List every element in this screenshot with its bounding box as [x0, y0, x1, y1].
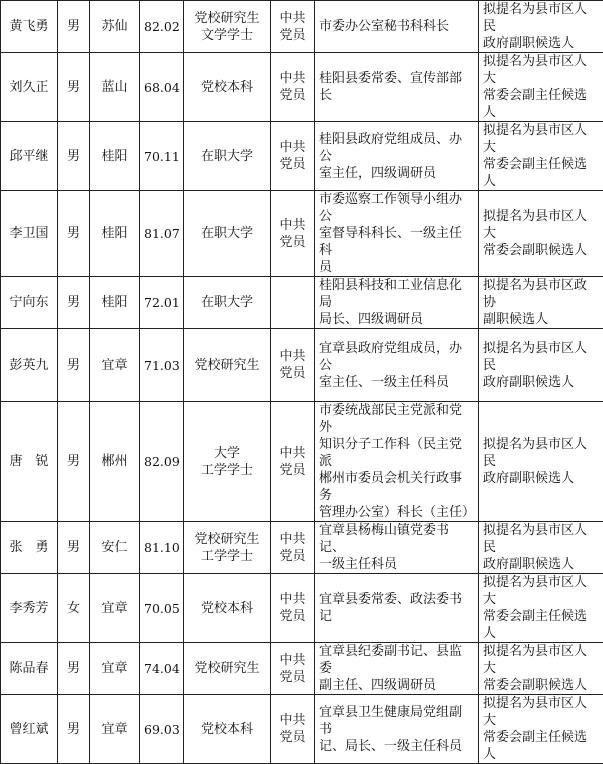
proposed-cell-line: 拟提名为县市区人大 [483, 574, 599, 608]
name-cell: 邱平继 [1, 122, 58, 191]
position-cell [315, 277, 479, 329]
position-cell-line: 局长、四级调研员 [319, 311, 474, 328]
party-cell [271, 122, 315, 191]
origin-cell: 安仁 [90, 522, 140, 574]
score-cell: 81.07 [140, 191, 184, 277]
education-cell-line: 在职大学 [188, 294, 266, 311]
education-cell-line: 大学 [188, 445, 266, 462]
party-cell-line: 党员 [275, 27, 310, 44]
origin-cell: 苏仙 [90, 1, 140, 53]
table-row [1, 1, 603, 53]
party-cell [271, 695, 315, 764]
party-cell-line: 中共 [275, 531, 310, 548]
party-cell-line: 党员 [275, 87, 310, 104]
position-cell-line: 市委巡察工作领导小组办公 [319, 191, 474, 225]
position-cell [315, 695, 479, 764]
party-cell-line: 党员 [275, 669, 310, 686]
proposed-cell [479, 191, 603, 277]
name-cell: 刘久正 [1, 53, 58, 122]
proposed-cell-line: 拟提名为县市区人大 [483, 208, 599, 242]
origin-cell: 宜章 [90, 695, 140, 764]
education-cell [184, 191, 271, 277]
name-cell: 李秀芳 [1, 574, 58, 643]
gender-cell: 男 [58, 643, 90, 695]
position-cell-line: 市委统战部民主党派和党外 [319, 402, 474, 436]
proposed-cell-line: 常委会副主任候选人 [483, 608, 599, 642]
position-cell-line: 室督导科科长、一级主任科 [319, 225, 474, 259]
position-cell-line: 市委办公室秘书科科长 [319, 18, 474, 35]
proposed-cell-line: 拟提名为县市区政协 [483, 277, 599, 311]
education-cell [184, 277, 271, 329]
position-cell [315, 191, 479, 277]
gender-cell: 男 [58, 329, 90, 402]
table-row [1, 643, 603, 695]
proposed-cell-line: 拟提名为县市区人民 [483, 340, 599, 374]
origin-cell: 桂阳 [90, 277, 140, 329]
party-cell [271, 1, 315, 53]
position-cell-line: 员 [319, 259, 474, 276]
position-cell-line: 副主任、四级调研员 [319, 677, 474, 694]
proposed-cell-line: 政府副职候选人 [483, 374, 599, 391]
party-cell-line: 党员 [275, 365, 310, 382]
table-row [1, 522, 603, 574]
party-cell-line: 中共 [275, 217, 310, 234]
position-cell-line: 桂阳县科技和工业信息化局 [319, 277, 474, 311]
education-cell-line: 党校本科 [188, 721, 266, 738]
education-cell [184, 574, 271, 643]
party-cell-line: 中共 [275, 591, 310, 608]
name-cell: 李卫国 [1, 191, 58, 277]
position-cell [315, 522, 479, 574]
proposed-cell-line: 副职候选人 [483, 311, 599, 328]
name-cell: 黄飞勇 [1, 1, 58, 53]
proposed-cell-line: 常委会副主任候选人 [483, 729, 599, 763]
party-cell [271, 53, 315, 122]
education-cell [184, 53, 271, 122]
education-cell-line: 工学学士 [188, 462, 266, 479]
party-cell-line: 中共 [275, 652, 310, 669]
proposed-cell [479, 402, 603, 522]
position-cell [315, 122, 479, 191]
education-cell-line: 党校研究生 [188, 531, 266, 548]
education-cell [184, 402, 271, 522]
education-cell-line: 党校研究生 [188, 357, 266, 374]
score-cell: 81.10 [140, 522, 184, 574]
position-cell-line: 管理办公室）科长（主任） [319, 504, 474, 521]
party-cell-line: 中共 [275, 712, 310, 729]
table-row [1, 574, 603, 643]
position-cell-line: 室主任，四级调研员 [319, 165, 474, 182]
origin-cell: 桂阳 [90, 191, 140, 277]
position-cell-line: 知识分子工作科（民主党派 [319, 436, 474, 470]
table-row [1, 191, 603, 277]
position-cell-line: 一级主任科员 [319, 556, 474, 573]
position-cell-line: 宜章县杨梅山镇党委书记、 [319, 522, 474, 556]
name-cell: 彭英九 [1, 329, 58, 402]
education-cell [184, 695, 271, 764]
table-row [1, 695, 603, 764]
gender-cell: 男 [58, 277, 90, 329]
proposed-cell [479, 122, 603, 191]
party-cell-line: 中共 [275, 139, 310, 156]
party-cell [271, 191, 315, 277]
proposed-cell-line: 政府副职候选人 [483, 35, 599, 52]
party-cell-line: 党员 [275, 729, 310, 746]
gender-cell: 男 [58, 522, 90, 574]
position-cell [315, 574, 479, 643]
proposed-cell-line: 政府副职候选人 [483, 556, 599, 573]
party-cell-line: 党员 [275, 234, 310, 251]
name-cell: 宁向东 [1, 277, 58, 329]
proposed-cell-line: 拟提名为县市区人民 [483, 436, 599, 470]
education-cell-line: 党校研究生 [188, 10, 266, 27]
name-cell: 唐 锐 [1, 402, 58, 522]
party-cell-line: 中共 [275, 348, 310, 365]
table-body [1, 1, 603, 764]
gender-cell: 男 [58, 695, 90, 764]
proposed-cell-line: 拟提名为县市区人民 [483, 522, 599, 556]
origin-cell: 桂阳 [90, 122, 140, 191]
score-cell: 68.04 [140, 53, 184, 122]
position-cell-line: 宜章县政府党组成员，办公 [319, 340, 474, 374]
score-cell: 71.03 [140, 329, 184, 402]
gender-cell: 女 [58, 574, 90, 643]
gender-cell: 男 [58, 1, 90, 53]
table-row [1, 402, 603, 522]
table-row [1, 122, 603, 191]
position-cell [315, 53, 479, 122]
name-cell: 陈品春 [1, 643, 58, 695]
proposed-cell [479, 329, 603, 402]
position-cell-line: 宜章县卫生健康局党组副书 [319, 704, 474, 738]
proposed-cell-line: 政府副职候选人 [483, 470, 599, 487]
proposed-cell-line: 常委会副主任候选人 [483, 87, 599, 121]
education-cell [184, 329, 271, 402]
proposed-cell-line: 拟提名为县市区人大 [483, 122, 599, 156]
origin-cell: 宜章 [90, 643, 140, 695]
score-cell: 72.01 [140, 277, 184, 329]
party-cell-line: 党员 [275, 156, 310, 173]
position-cell-line: 宜章县委常委、政法委书记 [319, 591, 474, 625]
education-cell-line: 在职大学 [188, 148, 266, 165]
proposed-cell-line: 拟提名为县市区人大 [483, 643, 599, 677]
gender-cell: 男 [58, 191, 90, 277]
education-cell-line: 党校研究生 [188, 660, 266, 677]
party-cell [271, 643, 315, 695]
proposed-cell [479, 695, 603, 764]
position-cell [315, 402, 479, 522]
score-cell: 74.04 [140, 643, 184, 695]
party-cell [271, 277, 315, 329]
proposed-cell-line: 拟提名为县市区人民 [483, 1, 599, 35]
education-cell-line: 文学学士 [188, 27, 266, 44]
name-cell: 张 勇 [1, 522, 58, 574]
gender-cell: 男 [58, 402, 90, 522]
party-cell [271, 574, 315, 643]
position-cell [315, 1, 479, 53]
table-row [1, 277, 603, 329]
party-cell-line: 党员 [275, 462, 310, 479]
score-cell: 70.11 [140, 122, 184, 191]
education-cell [184, 522, 271, 574]
party-cell [271, 522, 315, 574]
score-cell: 69.03 [140, 695, 184, 764]
gender-cell: 男 [58, 122, 90, 191]
name-cell: 曾红斌 [1, 695, 58, 764]
proposed-cell [479, 277, 603, 329]
party-cell-line: 中共 [275, 445, 310, 462]
proposed-cell [479, 53, 603, 122]
origin-cell: 郴州 [90, 402, 140, 522]
proposed-cell-line: 常委会副职候选人 [483, 242, 599, 259]
party-cell-line: 党员 [275, 548, 310, 565]
table-row [1, 329, 603, 402]
position-cell-line: 桂阳县政府党组成员、办公 [319, 131, 474, 165]
origin-cell: 宜章 [90, 574, 140, 643]
proposed-cell [479, 643, 603, 695]
position-cell-line: 桂阳县委常委、宣传部部长 [319, 70, 474, 104]
education-cell-line: 在职大学 [188, 225, 266, 242]
proposed-cell [479, 522, 603, 574]
party-cell-line: 党员 [275, 608, 310, 625]
education-cell-line: 党校本科 [188, 79, 266, 96]
position-cell [315, 643, 479, 695]
position-cell-line: 郴州市委员会机关行政事务 [319, 470, 474, 504]
education-cell [184, 1, 271, 53]
proposed-cell [479, 574, 603, 643]
proposed-cell-line: 拟提名为县市区人大 [483, 695, 599, 729]
position-cell-line: 宜章县纪委副书记、县监委 [319, 643, 474, 677]
party-cell-line: 中共 [275, 10, 310, 27]
education-cell-line: 党校本科 [188, 600, 266, 617]
proposed-cell-line: 拟提名为县市区人大 [483, 53, 599, 87]
education-cell [184, 643, 271, 695]
origin-cell: 蓝山 [90, 53, 140, 122]
proposed-cell [479, 1, 603, 53]
party-cell [271, 329, 315, 402]
education-cell [184, 122, 271, 191]
score-cell: 82.02 [140, 1, 184, 53]
position-cell [315, 329, 479, 402]
party-cell [271, 402, 315, 522]
proposed-cell-line: 常委会副主任候选人 [483, 156, 599, 190]
score-cell: 82.09 [140, 402, 184, 522]
party-cell-line: 中共 [275, 70, 310, 87]
score-cell: 70.05 [140, 574, 184, 643]
position-cell-line: 记、局长、一级主任科员 [319, 738, 474, 755]
education-cell-line: 工学学士 [188, 548, 266, 565]
proposed-cell-line: 常委会副职候选人 [483, 677, 599, 694]
table-row [1, 53, 603, 122]
gender-cell: 男 [58, 53, 90, 122]
position-cell-line: 室主任、一级主任科员 [319, 374, 474, 391]
origin-cell: 宜章 [90, 329, 140, 402]
